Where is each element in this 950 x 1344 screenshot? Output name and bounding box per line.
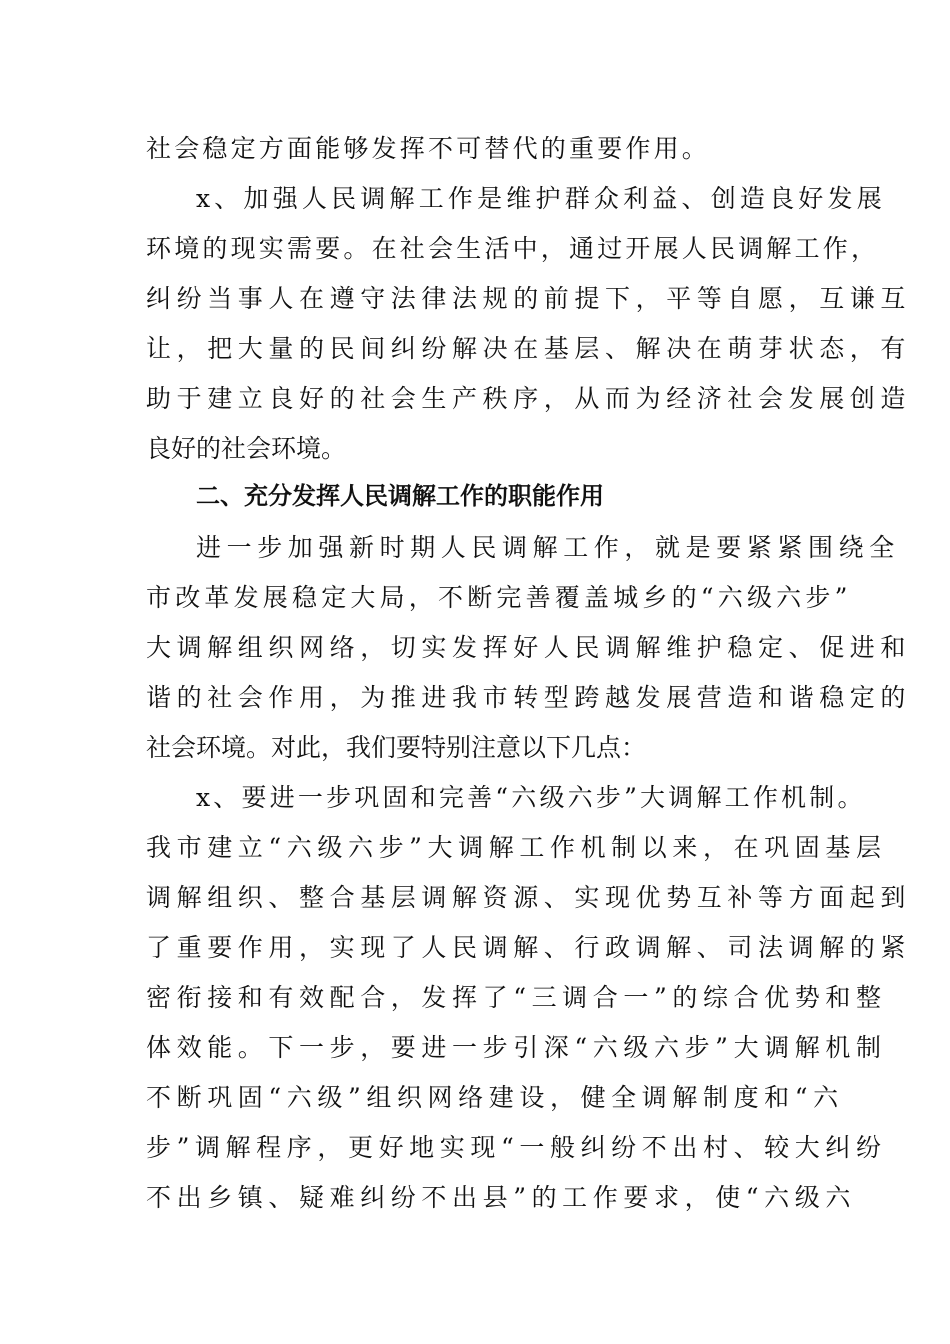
text-line-1: 社会稳定方面能够发挥不可替代的重要作用。 [146, 134, 711, 163]
text-line-2: x、加强人民调解工作是维护群众利益、创造良好发展 [196, 184, 886, 213]
text-line-16: 调解组织、整合基层调解资源、实现优势互补等方面起到 [146, 883, 912, 912]
section-heading: 二、充分发挥人民调解工作的职能作用 [196, 482, 604, 510]
text-line-12: 谐的社会作用，为推进我市转型跨越发展营造和谐稳定的 [146, 683, 912, 712]
text-line-13: 社会环境。对此，我们要特别注意以下几点： [146, 733, 647, 762]
text-line-19: 体效能。下一步，要进一步引深“六级六步”大调解机制 [146, 1033, 887, 1062]
text-line-18: 密衔接和有效配合，发挥了“三调合一”的综合优势和整 [146, 983, 887, 1012]
text-line-11: 大调解组织网络，切实发挥好人民调解维护稳定、促进和 [146, 633, 912, 662]
text-line-9: 进一步加强新时期人民调解工作，就是要紧紧围绕全 [196, 533, 900, 562]
text-line-22: 不出乡镇、疑难纠纷不出县”的工作要求，使“六级六 [146, 1183, 856, 1212]
text-line-7: 良好的社会环境。 [146, 434, 347, 463]
text-line-5: 让，把大量的民间纠纷解决在基层、解决在萌芽状态，有 [146, 334, 912, 363]
text-line-14: x、要进一步巩固和完善“六级六步”大调解工作机制。 [196, 783, 866, 812]
text-line-3: 环境的现实需要。在社会生活中，通过开展人民调解工作， [146, 234, 880, 263]
text-line-4: 纠纷当事人在遵守法律法规的前提下，平等自愿，互谦互 [146, 284, 912, 313]
text-line-17: 了重要作用，实现了人民调解、行政调解、司法调解的紧 [146, 933, 912, 962]
text-line-20: 不断巩固“六级”组织网络建设，健全调解制度和“六 [146, 1083, 844, 1112]
text-line-21: 步”调解程序，更好地实现“一般纠纷不出村、较大纠纷 [146, 1133, 887, 1162]
text-line-10: 市改革发展稳定大局，不断完善覆盖城乡的“六级六步” [146, 583, 852, 612]
text-line-6: 助于建立良好的社会生产秩序，从而为经济社会发展创造 [146, 384, 912, 413]
text-line-15: 我市建立“六级六步”大调解工作机制以来，在巩固基层 [146, 833, 887, 862]
